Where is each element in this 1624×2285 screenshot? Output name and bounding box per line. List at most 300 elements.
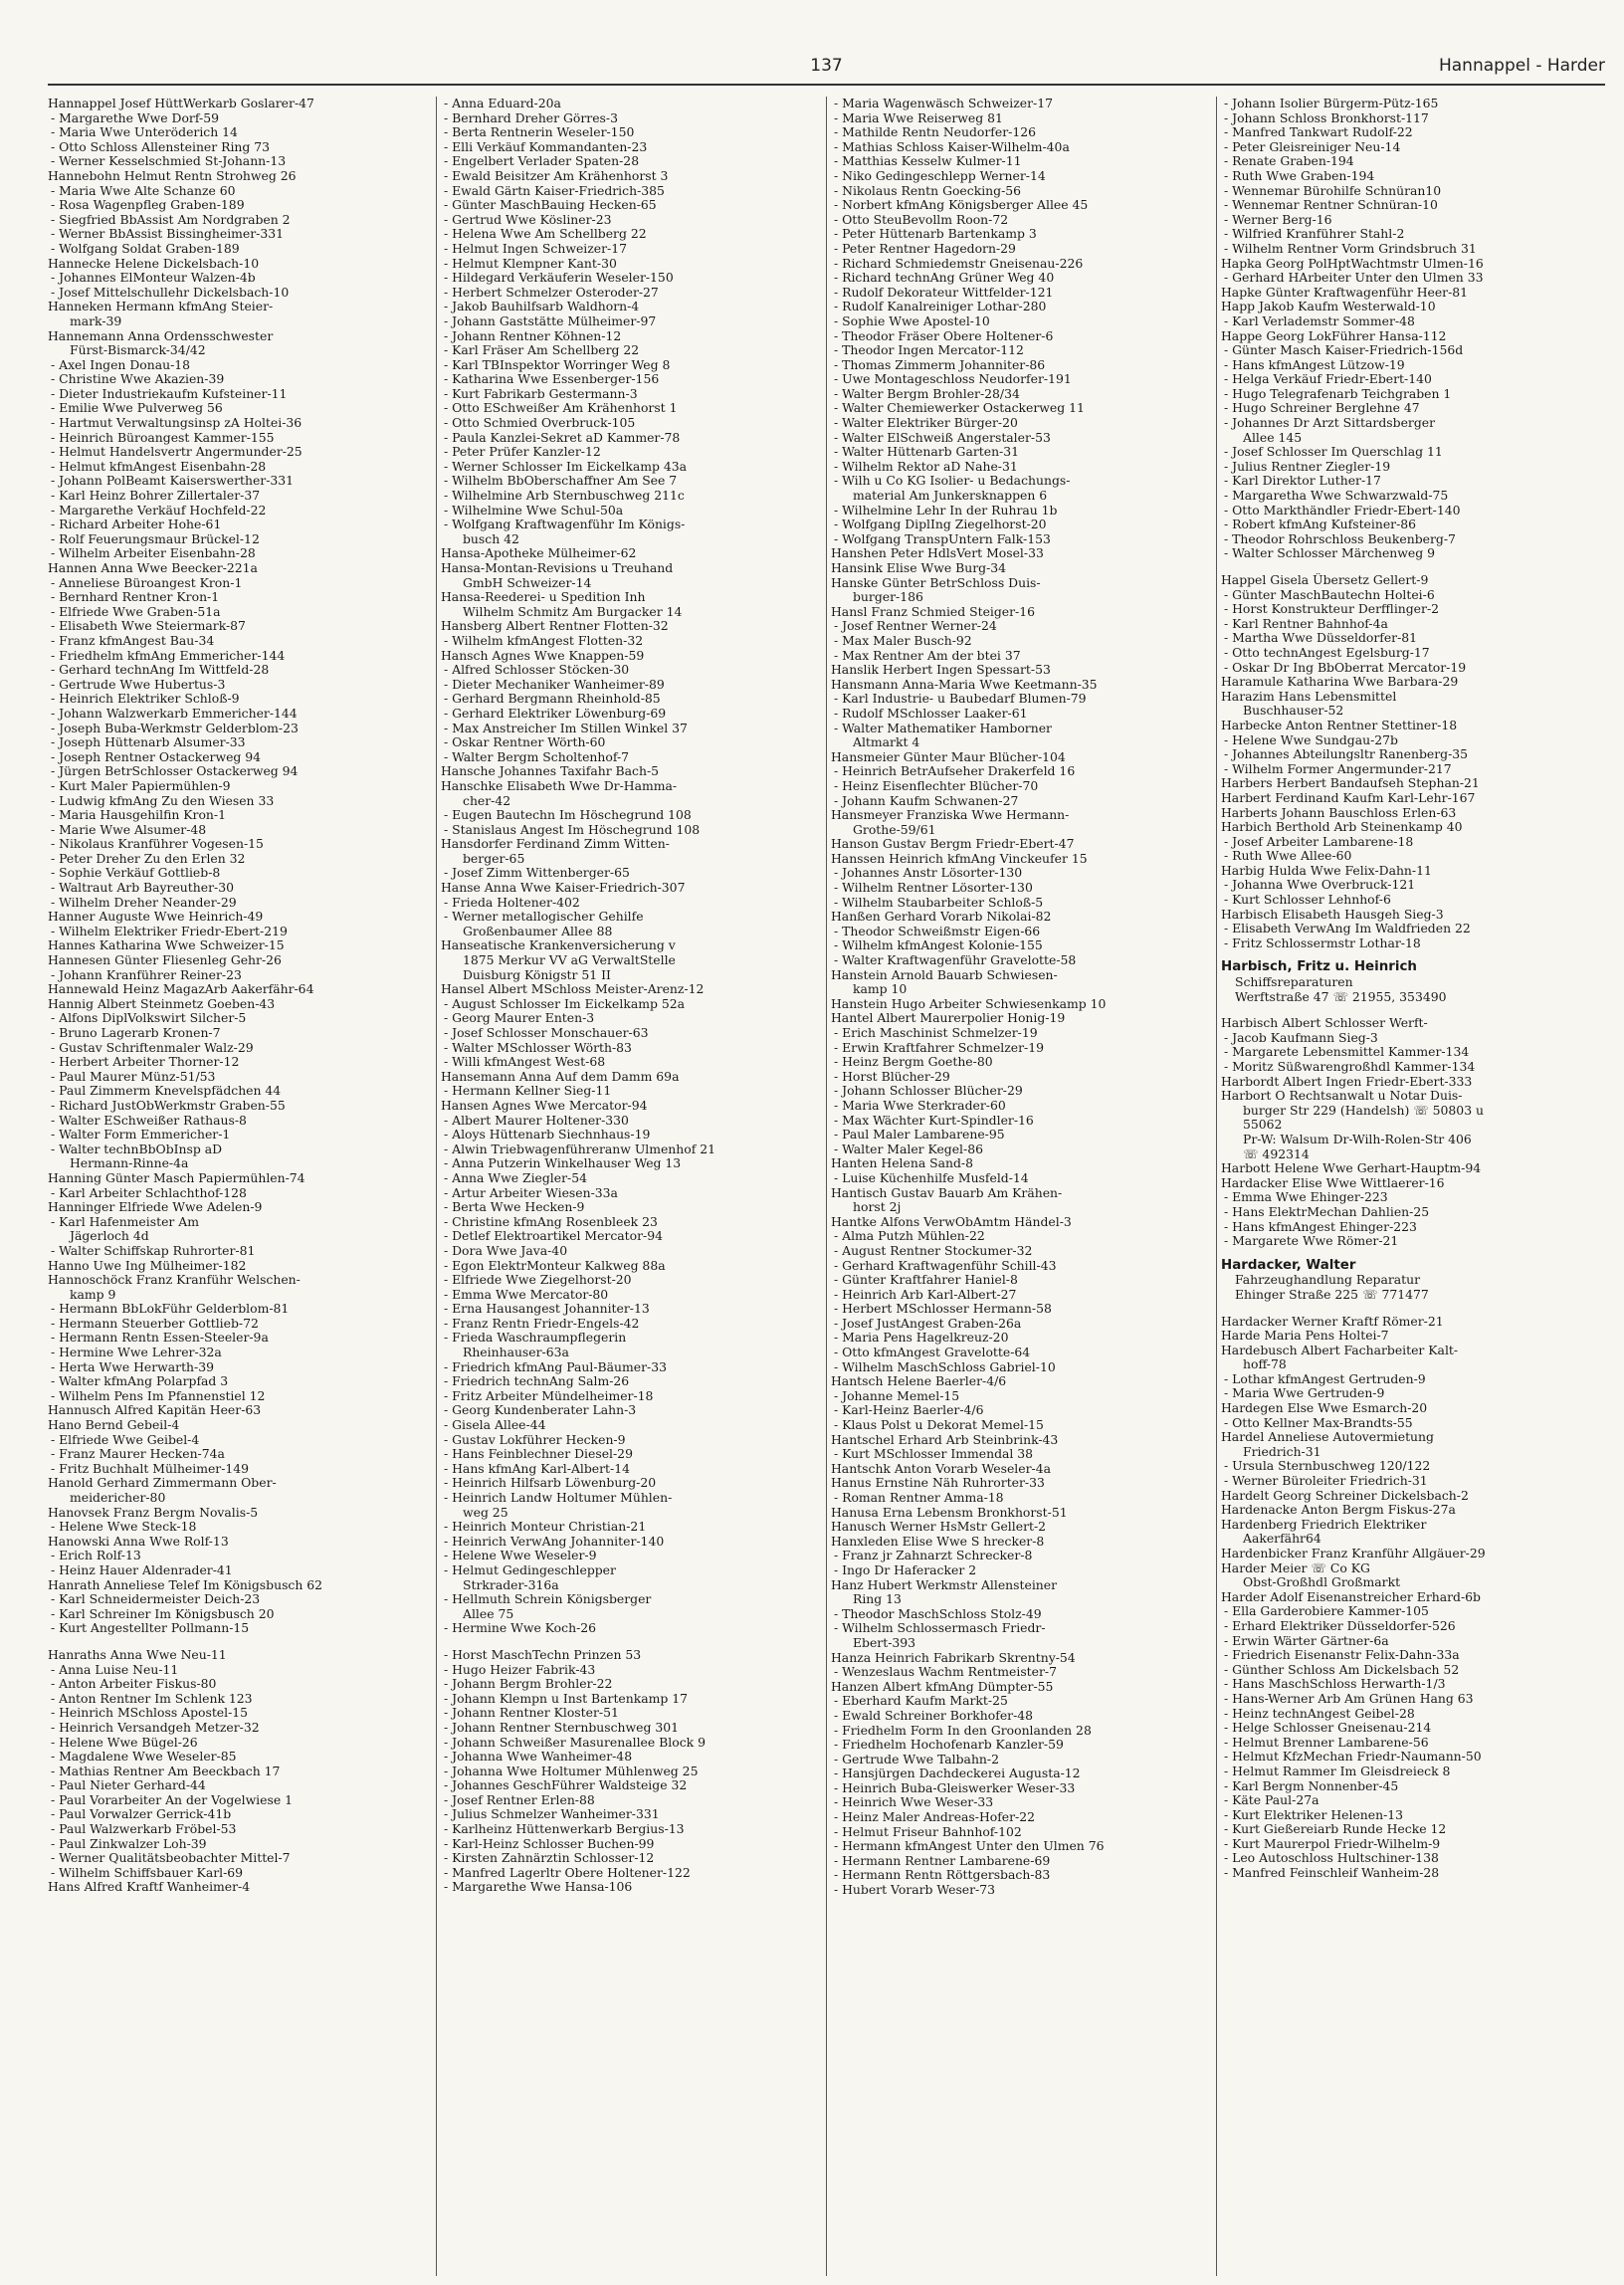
firm-detail: Werftstraße 47 ☏ 21955, 353490 [1235,989,1447,1004]
directory-entry: Hannesen Günter Fliesenleg Gehr-26 [48,953,282,968]
sub-entry: - Karl Industrie- u Baubedarf Blumen-79 [834,692,1087,707]
sub-entry: - Joseph Hüttenarb Alsumer-33 [51,735,246,750]
sub-entry: - Paul Zinkwalzer Loh-39 [51,1836,207,1851]
directory-entry: Harbott Helene Wwe Gerhart-Hauptm-94 [1221,1161,1482,1176]
sub-entry: - Gerhard technAng Im Wittfeld-28 [51,663,270,678]
sub-entry: - Martha Wwe Düsseldorfer-81 [1224,631,1418,646]
directory-entry: Hansink Elise Wwe Burg-34 [831,561,1007,575]
sub-entry: - Kurt Gießereiarb Runde Hecke 12 [1224,1822,1447,1837]
entry-continuation: Allee 75 [463,1606,514,1621]
entry-continuation: Buschhauser-52 [1243,704,1344,719]
sub-entry: - Johannes GeschFührer Waldsteige 32 [444,1778,688,1793]
directory-entry: Hantisch Gustav Bauarb Am Krähen- [831,1185,1063,1200]
sub-entry: - Hermann BbLokFühr Gelderblom-81 [51,1302,290,1317]
sub-entry: - Wilhelm Rentner Lösorter-130 [834,881,1033,896]
directory-entry: Harazim Hans Lebensmittel [1221,689,1397,704]
sub-entry: - Margarete Lebensmittel Kammer-134 [1224,1045,1470,1060]
sub-entry: - Maria Wwe Alte Schanze 60 [51,183,236,198]
sub-entry: - Hans Feinblechner Diesel-29 [444,1447,633,1462]
sub-entry: - Wilhelm Dreher Neander-29 [51,895,237,910]
sub-entry: - Ingo Dr Haferacker 2 [834,1562,977,1577]
sub-entry: - Josef JustAngest Graben-26a [834,1316,1022,1331]
sub-entry: - Hans-Werner Arb Am Grünen Hang 63 [1224,1691,1474,1706]
sub-entry: - Erwin Kraftfahrer Schmelzer-19 [834,1040,1044,1055]
directory-entry: Hannusch Alfred Kapitän Heer-63 [48,1403,262,1418]
entry-continuation: meidericher-80 [70,1491,166,1505]
sub-entry: - Josef Schlosser Im Querschlag 11 [1224,445,1443,460]
sub-entry: - Friedrich kfmAng Paul-Bäumer-33 [444,1359,667,1374]
sub-entry: - Johann Kaufm Schwanen-27 [834,793,1019,808]
sub-entry: - Karl Direktor Luther-17 [1224,474,1381,489]
sub-entry: - Erhard Elektriker Düsseldorfer-526 [1224,1618,1456,1633]
sub-entry: - Theodor Ingen Mercator-112 [834,343,1024,358]
sub-entry: - Willi kfmAngest West-68 [444,1055,606,1070]
directory-entry: Happel Gisela Übersetz Gellert-9 [1221,573,1429,587]
sub-entry: - Josef Rentner Werner-24 [834,619,997,634]
sub-entry: - Otto Markthändler Friedr-Ebert-140 [1224,503,1461,518]
sub-entry: - Joseph Buba-Werkmstr Gelderblom-23 [51,721,299,735]
sub-entry: - Hermann Kellner Sieg-11 [444,1084,612,1099]
directory-entry: Hanz Hubert Werkmstr Allensteiner [831,1577,1058,1592]
directory-entry: Hansa-Reederei- u Spedition Inh [441,590,646,605]
sub-entry: - Horst MaschTechn Prinzen 53 [444,1647,642,1662]
directory-entry: Hanus Ernstine Näh Ruhrorter-33 [831,1476,1045,1491]
directory-entry: Hansl Franz Schmied Steiger-16 [831,604,1036,619]
sub-entry: - Wilhelm Arbeiter Eisenbahn-28 [51,546,256,561]
sub-entry: - Franz kfmAngest Bau-34 [51,633,215,648]
sub-entry: - Detlef Elektroartikel Mercator-94 [444,1229,663,1244]
sub-entry: - Christine kfmAng Rosenbleek 23 [444,1214,658,1229]
entry-continuation: Ebert-393 [853,1635,916,1650]
sub-entry: - Leo Autoschloss Hultschiner-138 [1224,1851,1439,1866]
sub-entry: - Helene Wwe Steck-18 [51,1520,197,1535]
entry-continuation: Jägerloch 4d [70,1229,149,1244]
directory-entry: Hansmann Anna-Maria Wwe Keetmann-35 [831,677,1098,692]
sub-entry: - Matthias Kesselw Kulmer-11 [834,154,1022,169]
sub-entry: - Marie Wwe Alsumer-48 [51,822,207,837]
sub-entry: - Emilie Wwe Pulverweg 56 [51,401,223,416]
sub-entry: - Richard Schmiedemstr Gneisenau-226 [834,256,1084,271]
sub-entry: - Manfred Lagerltr Obere Holtener-122 [444,1865,691,1880]
sub-entry: - Heinrich VerwAng Johanniter-140 [444,1534,665,1549]
sub-entry: - Niko Gedingeschlepp Werner-14 [834,168,1046,183]
sub-entry: - Kirsten Zahnärztin Schlosser-12 [444,1851,655,1866]
sub-entry: - Helena Wwe Am Schellberg 22 [444,227,647,242]
sub-entry: - Stanislaus Angest Im Höschegrund 108 [444,822,701,837]
directory-entry: Hanusa Erna Lebensm Bronkhorst-51 [831,1505,1068,1520]
sub-entry: - Herbert MSchlosser Hermann-58 [834,1302,1052,1317]
sub-entry: - Walter ElSchweiß Angerstaler-53 [834,430,1051,445]
sub-entry: - Wilh u Co KG Isolier- u Bedachungs- [834,474,1071,489]
sub-entry: - Margarethe Wwe Hansa-106 [444,1880,633,1895]
sub-entry: - Heinrich Landw Holtumer Mühlen- [444,1491,673,1505]
sub-entry: - Wilhelm Staubarbeiter Schloß-5 [834,895,1044,910]
directory-entry: Hapka Georg PolHptWachtmstr Ulmen-16 [1221,256,1484,271]
sub-entry: - Bruno Lagerarb Kronen-7 [51,1026,221,1040]
sub-entry: - Erich Maschinist Schmelzer-19 [834,1026,1038,1040]
sub-entry: - Klaus Polst u Dekorat Memel-15 [834,1418,1044,1433]
sub-entry: - Maria Pens Hagelkreuz-20 [834,1331,1009,1346]
directory-entry: Hanson Gustav Bergm Friedr-Ebert-47 [831,837,1075,852]
sub-entry: - Karl Verlademstr Sommer-48 [1224,313,1415,328]
sub-entry: - Ewald Schreiner Borkhofer-48 [834,1708,1034,1723]
directory-entry: Hannoschöck Franz Kranführ Welschen- [48,1273,301,1288]
sub-entry: - Wilhelmine Arb Sternbuschweg 211c [444,489,685,504]
sub-entry: - Helene Wwe Bügel-26 [51,1735,198,1750]
sub-entry: - Karl Heinz Bohrer Zillertaler-37 [51,489,261,504]
sub-entry: - Frieda Waschraumpflegerin [444,1331,627,1346]
page-number: 137 [810,56,843,76]
directory-entry: Hannecke Helene Dickelsbach-10 [48,256,260,271]
sub-entry: - Wolfgang Kraftwagenführ Im Königs- [444,518,686,532]
sub-entry: - Dieter Industriekaufm Kufsteiner-11 [51,386,288,401]
sub-entry: - Elfriede Wwe Ziegelhorst-20 [444,1273,632,1288]
column-divider [1216,97,1217,2276]
sub-entry: - Siegfried BbAssist Am Nordgraben 2 [51,212,291,227]
sub-entry: - Wilhelm MaschSchloss Gabriel-10 [834,1359,1056,1374]
sub-entry: - Theodor Schweißmstr Eigen-66 [834,924,1041,938]
sub-entry: - Johann Bergm Brohler-22 [444,1677,613,1692]
directory-entry: Hardenberg Friedrich Elektriker [1221,1517,1427,1532]
sub-entry: - Jacob Kaufmann Sieg-3 [1224,1030,1378,1045]
sub-entry: - Oskar Dr Ing BbOberrat Mercator-19 [1224,660,1467,675]
firm-heading: Hardacker, Walter [1221,1258,1356,1273]
sub-entry: - Johann Klempn u Inst Bartenkamp 17 [444,1691,689,1706]
entry-continuation: kamp 10 [853,982,908,997]
entry-continuation: busch 42 [463,531,519,546]
directory-entry: Harbig Hulda Wwe Felix-Dahn-11 [1221,863,1432,878]
sub-entry: - Paul Zimmerm Knevelspfädchen 44 [51,1084,282,1099]
directory-entry: Happe Georg LokFührer Hansa-112 [1221,328,1447,343]
sub-entry: - Ruth Wwe Allee-60 [1224,849,1352,864]
sub-entry: - Elisabeth Wwe Steiermark-87 [51,619,246,634]
sub-entry: - Dora Wwe Java-40 [444,1243,568,1258]
sub-entry: - Paul Vorarbeiter An der Vogelwiese 1 [51,1792,293,1807]
sub-entry: - Johannes Dr Arzt Sittardsberger [1224,416,1436,431]
sub-entry: - Helmut Ingen Schweizer-17 [444,241,627,256]
sub-entry: - Heinz Eisenflechter Blücher-70 [834,778,1039,793]
directory-entry: Hanschke Elisabeth Wwe Dr-Hamma- [441,778,678,793]
sub-entry: - Anton Arbeiter Fiskus-80 [51,1677,217,1692]
sub-entry: - Rudolf Dekorateur Wittfelder-121 [834,285,1054,300]
sub-entry: - Franz jr Zahnarzt Schrecker-8 [834,1549,1033,1563]
sub-entry: - Aloys Hüttenarb Siechnhaus-19 [444,1128,651,1142]
sub-entry: - Josef Schlosser Monschauer-63 [444,1026,649,1040]
sub-entry: - Paul Maler Lambarene-95 [834,1128,1005,1142]
sub-entry: - Maria Wwe Unteröderich 14 [51,125,238,140]
sub-entry: - Hubert Vorarb Weser-73 [834,1883,996,1898]
sub-entry: - Wennemar Rentner Schnüran-10 [1224,198,1438,213]
sub-entry: - Kurt MSchlosser Immendal 38 [834,1447,1034,1462]
sub-entry: - Erwin Wärter Gärtner-6a [1224,1633,1389,1648]
sub-entry: - Waltraut Arb Bayreuther-30 [51,881,234,896]
entry-continuation: Allee 145 [1243,430,1303,445]
sub-entry: - Kurt Schlosser Lehnhof-6 [1224,893,1391,908]
sub-entry: - Josef Rentner Erlen-88 [444,1792,595,1807]
sub-entry: - Heinz Bergm Goethe-80 [834,1055,993,1070]
sub-entry: - Gisela Allee-44 [444,1418,546,1433]
sub-entry: - Anna Luise Neu-11 [51,1662,179,1677]
sub-entry: - Maria Wwe Reiserweg 81 [834,110,1003,125]
sub-entry: - Karl-Heinz Schlosser Buchen-99 [444,1836,655,1851]
sub-entry: - Sophie Wwe Apostel-10 [834,313,990,328]
sub-entry: - Peter Dreher Zu den Erlen 32 [51,851,246,866]
sub-entry: - Josef Arbeiter Lambarene-18 [1224,834,1414,849]
sub-entry: - Otto ESchweißer Am Krähenhorst 1 [444,401,678,416]
sub-entry: - Rolf Feuerungsmaur Brückel-12 [51,531,260,546]
directory-entry: Hantsch Helene Baerler-4/6 [831,1374,1007,1389]
entry-continuation: Strkrader-316a [463,1577,559,1592]
sub-entry: - Heinrich BetrAufseher Drakerfeld 16 [834,764,1076,779]
sub-entry: - Paul Maurer Münz-51/53 [51,1069,216,1084]
entry-continuation: Friedrich-31 [1243,1444,1321,1459]
directory-entry: Hansel Albert MSchloss Meister-Arenz-12 [441,982,705,997]
sub-entry: - Paul Vorwalzer Gerrick-41b [51,1807,232,1822]
sub-entry: - Walter Elektriker Bürger-20 [834,416,1018,431]
directory-entry: Hanraths Anna Wwe Neu-11 [48,1647,227,1662]
sub-entry: - Peter Rentner Hagedorn-29 [834,241,1016,256]
header-rule [48,84,1605,86]
sub-entry: - Josef Mittelschullehr Dickelsbach-10 [51,285,290,300]
sub-entry: - Heinrich MSchloss Apostel-15 [51,1706,249,1721]
directory-entry: Hantschel Erhard Arb Steinbrink-43 [831,1432,1059,1447]
sub-entry: - Anna Eduard-20a [444,97,561,110]
sub-entry: - Walter Maler Kegel-86 [834,1142,983,1156]
sub-entry: - Hans ElektrMechan Dahlien-25 [1224,1204,1430,1219]
sub-entry: - Berta Rentnerin Weseler-150 [444,125,635,140]
sub-entry: - Helmut Brenner Lambarene-56 [1224,1735,1429,1750]
sub-entry: - Horst Blücher-29 [834,1069,950,1084]
sub-entry: - Eberhard Kaufm Markt-25 [834,1694,1008,1709]
sub-entry: - Rosa Wagenpfleg Graben-189 [51,198,245,213]
sub-entry: - Hellmuth Schrein Königsberger [444,1592,652,1607]
sub-entry: - Otto kfmAngest Gravelotte-64 [834,1346,1031,1360]
sub-entry: - Jakob Bauhilfsarb Waldhorn-4 [444,300,640,314]
sub-entry: - Kurt Angestellter Pollmann-15 [51,1621,250,1636]
sub-entry: - Maria Wwe Sterkrader-60 [834,1098,1006,1113]
sub-entry: - Ursula Sternbuschweg 120/122 [1224,1459,1431,1474]
sub-entry: - Gerhard Elektriker Löwenburg-69 [444,706,667,721]
sub-entry: - Käte Paul-27a [1224,1793,1320,1808]
sub-entry: - Bernhard Dreher Görres-3 [444,110,618,125]
directory-entry: Hanstein Arnold Bauarb Schwiesen- [831,967,1058,982]
sub-entry: - Wilhelm Former Angermunder-217 [1224,761,1452,776]
sub-entry: - Helene Wwe Weseler-9 [444,1549,597,1563]
sub-entry: - Frieda Holtener-402 [444,895,580,910]
sub-entry: - Paul Nieter Gerhard-44 [51,1778,206,1793]
directory-entry: Hanowski Anna Wwe Rolf-13 [48,1534,229,1549]
directory-entry: Hanning Günter Masch Papiermühlen-74 [48,1170,305,1185]
entry-continuation: cher-42 [463,793,511,808]
sub-entry: - Ewald Beisitzer Am Krähenhorst 3 [444,168,669,183]
sub-entry: - Hugo Heizer Fabrik-43 [444,1662,596,1677]
firm-heading: Harbisch, Fritz u. Heinrich [1221,960,1417,975]
entry-continuation: 1875 Merkur VV aG VerwaltStelle [463,953,676,968]
sub-entry: - Walter Bergm Brohler-28/34 [834,386,1020,401]
sub-entry: - Jürgen BetrSchlosser Ostackerweg 94 [51,764,299,779]
sub-entry: - Alma Putzh Mühlen-22 [834,1229,985,1244]
entry-continuation: Altmarkt 4 [853,735,920,750]
sub-entry: - Johanna Wwe Wanheimer-48 [444,1750,633,1765]
directory-entry: Harbert Ferdinand Kaufm Karl-Lehr-167 [1221,790,1476,805]
directory-entry: Haramule Katharina Wwe Barbara-29 [1221,675,1459,690]
sub-entry: - Johanna Wwe Overbruck-121 [1224,878,1416,893]
sub-entry: - Otto Schloss Allensteiner Ring 73 [51,139,271,154]
directory-entry: Harbisch Elisabeth Hausgeh Sieg-3 [1221,907,1444,922]
sub-entry: - Margaretha Wwe Schwarzwald-75 [1224,489,1449,504]
sub-entry: - Hermann Rentner Lambarene-69 [834,1853,1051,1868]
directory-entry: Hano Bernd Gebeil-4 [48,1418,180,1433]
sub-entry: - Axel Ingen Donau-18 [51,357,191,372]
sub-entry: - Georg Kundenberater Lahn-3 [444,1403,637,1418]
directory-entry: Hannemann Anna Ordensschwester [48,328,274,343]
sub-entry: - Wilhelm BbOberschaffner Am See 7 [444,474,678,489]
sub-entry: - Karl Schneidermeister Deich-23 [51,1592,261,1607]
directory-entry: Hardenbicker Franz Kranführ Allgäuer-29 [1221,1547,1486,1560]
sub-entry: - Mathias Rentner Am Beeckbach 17 [51,1764,281,1778]
directory-entry: Hantel Albert Maurerpolier Honig-19 [831,1011,1066,1026]
sub-entry: - Walter kfmAng Polarpfad 3 [51,1374,229,1389]
sub-entry: - Renate Graben-194 [1224,154,1354,169]
sub-entry: - Joseph Rentner Ostackerweg 94 [51,749,262,764]
directory-entry: Hantke Alfons VerwObAmtm Händel-3 [831,1214,1072,1229]
sub-entry: - Hermann Rentn Essen-Steeler-9a [51,1331,269,1346]
sub-entry: - Alfred Schlosser Stöcken-30 [444,663,630,678]
sub-entry: - Fritz Buchhalt Mülheimer-149 [51,1461,250,1476]
sub-entry: - Gertrude Wwe Hubertus-3 [51,677,226,692]
sub-entry: - Gerhard Kraftwagenführ Schill-43 [834,1258,1057,1273]
directory-entry: Hanold Gerhard Zimmermann Ober- [48,1476,277,1491]
directory-entry: Hanno Uwe Ing Mülheimer-182 [48,1258,247,1273]
sub-entry: - Richard Arbeiter Hohe-61 [51,518,222,532]
sub-entry: - Kurt Fabrikarb Gestermann-3 [444,386,638,401]
sub-entry: - Heinz Hauer Aldenrader-41 [51,1562,233,1577]
sub-entry: - Walter Mathematiker Hamborner [834,721,1052,735]
sub-entry: - Sophie Verkäuf Gottlieb-8 [51,866,221,881]
entry-continuation: Pr-W: Walsum Dr-Wilh-Rolen-Str 406 [1243,1132,1472,1146]
sub-entry: - Heinrich Wwe Weser-33 [834,1795,994,1810]
sub-entry: - Otto technAngest Egelsburg-17 [1224,645,1430,660]
sub-entry: - Friedhelm Hochofenarb Kanzler-59 [834,1738,1064,1753]
sub-entry: - Max Wächter Kurt-Spindler-16 [834,1113,1034,1128]
directory-entry: Hanßen Gerhard Vorarb Nikolai-82 [831,910,1052,925]
sub-entry: - Mathias Schloss Kaiser-Wilhelm-40a [834,139,1070,154]
sub-entry: - Johann Walzwerkarb Emmericher-144 [51,706,298,721]
sub-entry: - Wilhelmine Wwe Schul-50a [444,503,624,518]
sub-entry: - Horst Konstrukteur Derfflinger-2 [1224,602,1440,617]
entry-continuation: hoff-78 [1243,1357,1287,1372]
directory-column-1 [48,97,412,2276]
directory-entry: Hannen Anna Wwe Beecker-221a [48,561,258,575]
sub-entry: - Wilhelm Schlossermasch Friedr- [834,1621,1046,1636]
entry-continuation: Grothe-59/61 [853,822,936,837]
sub-entry: - Johann Rentner Kloster-51 [444,1706,619,1721]
directory-entry: Hanssen Heinrich kfmAng Vinckeufer 15 [831,851,1088,866]
sub-entry: - Margarethe Wwe Dorf-59 [51,110,219,125]
entry-continuation: Hermann-Rinne-4a [70,1156,189,1171]
sub-entry: - Gerhard HArbeiter Unter den Ulmen 33 [1224,271,1484,286]
directory-entry: Hansa-Apotheke Mülheimer-62 [441,546,637,561]
sub-entry: - Gustav Lokführer Hecken-9 [444,1432,626,1447]
sub-entry: - Friedhelm kfmAng Emmericher-144 [51,648,286,663]
sub-entry: - Herta Wwe Herwarth-39 [51,1359,214,1374]
directory-entry: Hanninger Elfriede Wwe Adelen-9 [48,1200,263,1215]
sub-entry: - Wilhelmine Lehr In der Ruhrau 1b [834,503,1058,518]
directory-entry: Hanstein Hugo Arbeiter Schwiesenkamp 10 [831,996,1107,1011]
sub-entry: - Werner BbAssist Bissingheimer-331 [51,227,284,242]
sub-entry: - Julius Rentner Ziegler-19 [1224,459,1391,474]
sub-entry: - Günther Schloss Am Dickelsbach 52 [1224,1662,1460,1677]
directory-entry: Harbort O Rechtsanwalt u Notar Duis- [1221,1089,1463,1104]
sub-entry: - Walter Bergm Scholtenhof-7 [444,749,630,764]
sub-entry: - Heinz Maler Andreas-Hofer-22 [834,1810,1036,1825]
sub-entry: - Paul Walzwerkarb Fröbel-53 [51,1822,237,1837]
sub-entry: - Fritz Schlossermstr Lothar-18 [1224,935,1421,950]
directory-entry: Hantschk Anton Vorarb Weseler-4a [831,1461,1051,1476]
directory-entry: Harbich Berthold Arb Steinenkamp 40 [1221,820,1463,835]
directory-entry: Harde Maria Pens Holtei-7 [1221,1329,1389,1344]
sub-entry: - Karl Fräser Am Schellberg 22 [444,343,640,358]
sub-entry: - Wilhelm Schiffsbauer Karl-69 [51,1865,244,1880]
sub-entry: - Wolfgang DiplIng Ziegelhorst-20 [834,518,1047,532]
sub-entry: - Maria Wagenwäsch Schweizer-17 [834,97,1053,110]
directory-column-2 [441,97,805,2276]
sub-entry: - Johann Gaststätte Mülheimer-97 [444,313,657,328]
sub-entry: - Heinrich Büroangest Kammer-155 [51,430,275,445]
sub-entry: - Georg Maurer Enten-3 [444,1011,595,1026]
sub-entry: - Rudolf MSchlosser Laaker-61 [834,706,1028,721]
directory-entry: Hardelt Georg Schreiner Dickelsbach-2 [1221,1488,1469,1503]
sub-entry: - Franz Rentn Friedr-Engels-42 [444,1316,640,1331]
sub-entry: - Hans kfmAng Karl-Albert-14 [444,1461,630,1476]
firm-detail: Ehinger Straße 225 ☏ 771477 [1235,1287,1429,1302]
sub-entry: - Ewald Gärtn Kaiser-Friedrich-385 [444,183,665,198]
sub-entry: - Alwin Triebwagenführeranw Ulmenhof 21 [444,1142,716,1156]
sub-entry: - Margarethe Verkäuf Hochfeld-22 [51,503,267,518]
column-divider [436,97,437,2276]
sub-entry: - Gertrud Wwe Kösliner-23 [444,212,612,227]
sub-entry: - Gerhard Bergmann Rheinhold-85 [444,692,661,707]
sub-entry: - Helmut Handelsvertr Angermunder-25 [51,445,303,460]
directory-entry: Harder Adolf Eisenanstreicher Erhard-6b [1221,1589,1481,1604]
sub-entry: - Herbert Arbeiter Thorner-12 [51,1055,240,1070]
sub-entry: - Otto SteuBevollm Roon-72 [834,212,1009,227]
sub-entry: - Eugen Bautechn Im Höschegrund 108 [444,808,692,823]
sub-entry: - Helmut KfzMechan Friedr-Naumann-50 [1224,1750,1482,1765]
directory-entry: Hansen Agnes Wwe Mercator-94 [441,1098,648,1113]
sub-entry: - Johannes ElMonteur Walzen-4b [51,271,256,286]
sub-entry: - Mathilde Rentn Neudorfer-126 [834,125,1036,140]
directory-entry: Hanshen Peter HdlsVert Mosel-33 [831,546,1044,561]
sub-entry: - Ella Garderobiere Kammer-105 [1224,1604,1429,1619]
sub-entry: - Wilhelm kfmAngest Kolonie-155 [834,938,1043,953]
directory-entry: Hansberg Albert Rentner Flotten-32 [441,619,669,634]
sub-entry: - Johann Isolier Bürgerm-Pütz-165 [1224,97,1439,110]
sub-entry: - Kurt Maurerpol Friedr-Wilhelm-9 [1224,1836,1441,1851]
directory-entry: Hannappel Josef HüttWerkarb Goslarer-47 [48,97,314,110]
sub-entry: - Walter MSchlosser Wörth-83 [444,1040,632,1055]
sub-entry: - Walter Chemiewerker Ostackerweg 11 [834,401,1085,416]
directory-entry: Hanslik Herbert Ingen Spessart-53 [831,663,1051,678]
sub-entry: - Johann Schloss Bronkhorst-117 [1224,110,1429,125]
sub-entry: - Hermine Wwe Lehrer-32a [51,1346,222,1360]
sub-entry: - Johannes Anstr Lösorter-130 [834,866,1023,881]
sub-entry: - Fritz Arbeiter Mündelheimer-18 [444,1388,654,1403]
sub-entry: - Helmut Rammer Im Gleisdreieck 8 [1224,1764,1451,1778]
sub-entry: - Walter technBbObInsp aD [51,1142,223,1156]
directory-entry: Happ Jakob Kaufm Westerwald-10 [1221,300,1436,314]
sub-entry: - Ludwig kfmAng Zu den Wiesen 33 [51,793,275,808]
